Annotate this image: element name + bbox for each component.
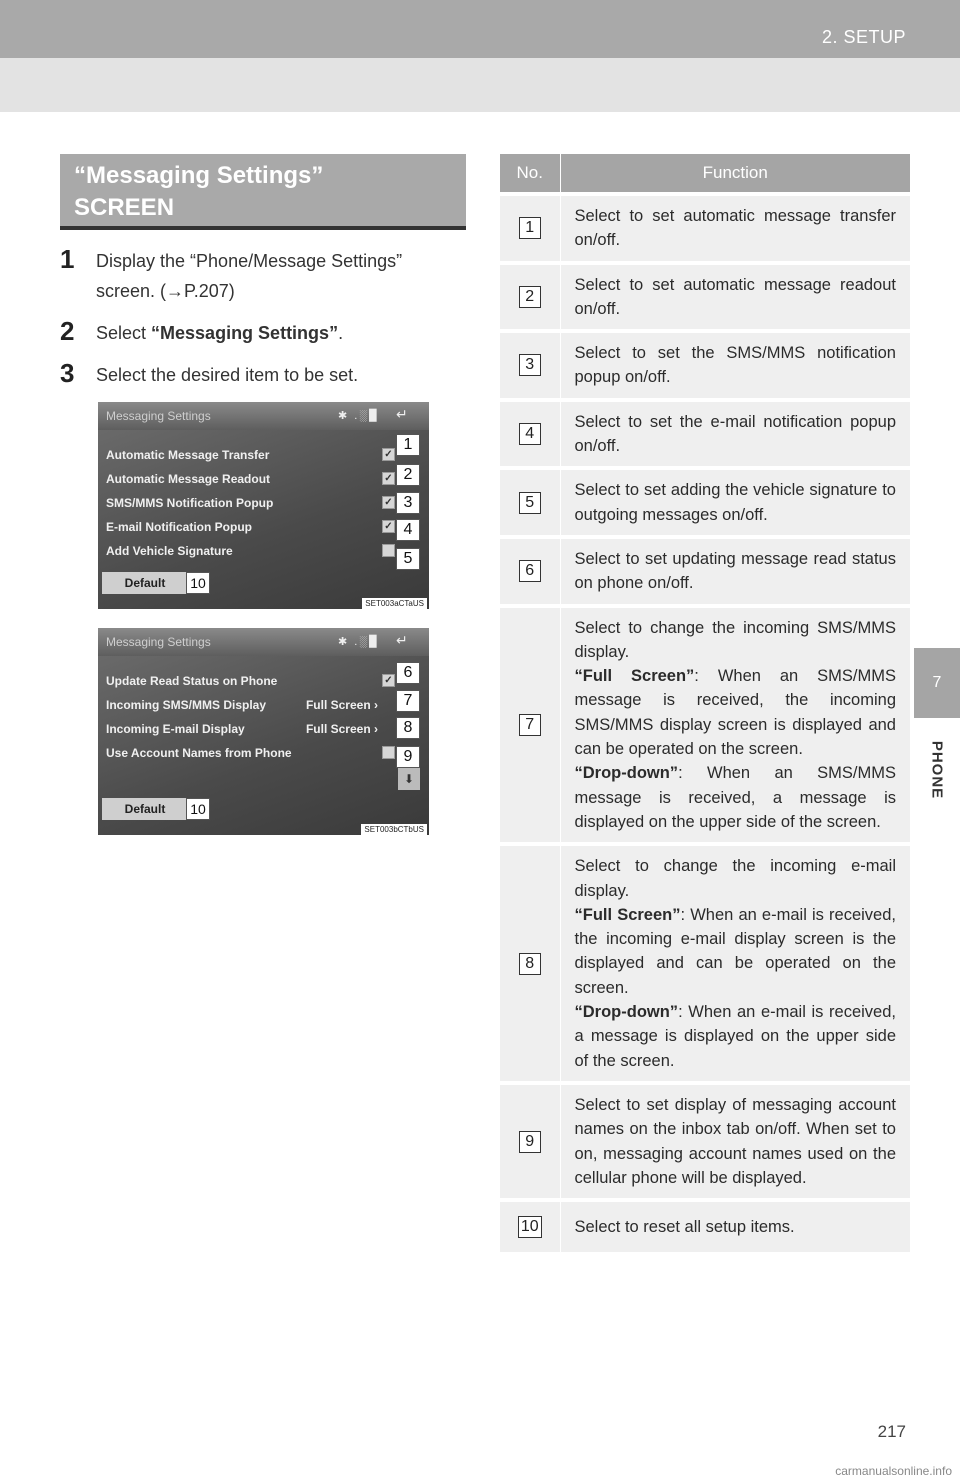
setting-label: Add Vehicle Signature: [106, 544, 233, 558]
number-box: 2: [519, 286, 541, 308]
setting-label: SMS/MMS Notification Popup: [106, 496, 274, 510]
function-cell: Select to set adding the vehicle signature to outgoing messages on/off.: [560, 468, 910, 537]
row-number-cell: [500, 537, 560, 606]
table-header-row: [500, 154, 910, 194]
section-title: 2. SETUP: [821, 27, 906, 47]
status-icons: ✱ .░▉: [338, 636, 380, 648]
option-label: “Drop-down”: [574, 764, 679, 783]
option-text: : When an e-mail is received, a message is displayed on the upper side of the screen.: [574, 1003, 896, 1070]
header-subband: [0, 58, 960, 112]
callout-badge: 5: [396, 548, 420, 570]
setting-row-email-popup[interactable]: [106, 516, 406, 538]
watermark: carmanualsonline.info: [835, 1464, 952, 1478]
option-label: “Full Screen”: [574, 667, 695, 686]
function-text: Select to change the incoming SMS/MMS display.: [574, 618, 896, 661]
checkbox[interactable]: [382, 746, 395, 759]
setting-label: Use Account Names from Phone: [106, 746, 292, 760]
checkbox[interactable]: ✓: [382, 496, 395, 509]
step-emphasis: “Messaging Settings”: [151, 323, 339, 343]
callout-badge: 8: [396, 717, 420, 739]
function-cell: Select to set the SMS/MMS notification popup on/off.: [560, 331, 910, 400]
back-icon[interactable]: ↵: [396, 406, 408, 422]
callout-badge: 9: [396, 746, 420, 768]
row-number-cell: [500, 844, 560, 1083]
table-row: [500, 1200, 910, 1252]
callout-badge: 10: [186, 572, 210, 594]
table-row: [500, 844, 910, 1083]
checkbox[interactable]: [382, 544, 395, 557]
row-number-cell: [500, 468, 560, 537]
setting-label: Automatic Message Transfer: [106, 448, 270, 462]
function-cell: Select to reset all setup items.: [560, 1200, 910, 1252]
option-label: “Full Screen”: [574, 905, 681, 924]
table-row: [500, 263, 910, 332]
option-text: : When an e-mail is received, the incoming e-mail display screen is the displayed and can be operated on the screen.: [574, 905, 896, 997]
column-header-no: No.: [500, 154, 560, 194]
function-text: Select to change the incoming e-mail display.: [574, 857, 896, 900]
number-box: 5: [519, 492, 541, 514]
number-box: 7: [519, 714, 541, 736]
step-text: Display the “Phone/Message Settings”: [96, 251, 403, 271]
callout-badge: 10: [186, 798, 210, 820]
column-header-function: Function: [560, 154, 910, 194]
table-row: [500, 1083, 910, 1200]
scroll-down-icon[interactable]: ⬇: [398, 768, 420, 790]
function-cell: Select to set automatic message transfer on/off.: [560, 194, 910, 263]
setting-label: Incoming SMS/MMS Display: [106, 698, 267, 712]
row-number-cell: [500, 606, 560, 845]
step-text: Select the desired item to be set.: [96, 365, 359, 385]
setting-row-auto-transfer[interactable]: [106, 444, 406, 466]
callout-badge: 2: [396, 464, 420, 486]
table-row: [500, 331, 910, 400]
setting-row-vehicle-signature[interactable]: [106, 540, 406, 562]
row-number-cell: [500, 331, 560, 400]
callout-badge: 1: [396, 434, 420, 456]
default-button[interactable]: Default: [102, 798, 188, 820]
function-cell: Select to set automatic message readout on/off.: [560, 263, 910, 332]
page-heading: [60, 154, 466, 230]
chapter-label: [918, 730, 956, 810]
back-icon[interactable]: ↵: [396, 632, 408, 648]
image-code: SET003bCTbUS: [361, 824, 427, 835]
row-number-cell: [500, 400, 560, 469]
function-cell: Select to set the e-mail notification popup on/off.: [560, 400, 910, 469]
option-text: : When an SMS/MMS message is received, a message is displayed on the upper side of the screen.: [574, 764, 896, 831]
header-band: [0, 0, 960, 58]
function-cell: [560, 844, 910, 1083]
row-number-cell: [500, 1200, 560, 1252]
screen-title: Messaging Settings: [106, 409, 211, 423]
page-number: 217: [877, 1422, 906, 1441]
option-label: “Drop-down”: [574, 1003, 679, 1022]
setting-row-update-read-status[interactable]: [106, 670, 406, 692]
function-table: [500, 154, 910, 1252]
callout-badge: 7: [396, 690, 420, 712]
number-box: 10: [518, 1216, 542, 1238]
function-cell: Select to set updating message read status on phone on/off.: [560, 537, 910, 606]
callout-badge: 6: [396, 662, 420, 684]
checkbox[interactable]: ✓: [382, 472, 395, 485]
callout-badge: 3: [396, 492, 420, 514]
screen-title: Messaging Settings: [106, 635, 211, 649]
row-number-cell: [500, 194, 560, 263]
setting-value: Full Screen ›: [305, 698, 378, 712]
setting-row-email-display[interactable]: [106, 718, 406, 740]
checkbox[interactable]: ✓: [382, 674, 395, 687]
option-text: : When an SMS/MMS message is received, the incoming SMS/MMS display screen is displayed and can be operated on the screen.: [574, 667, 896, 759]
number-box: 1: [519, 217, 541, 239]
setting-row-sms-popup[interactable]: [106, 492, 406, 514]
step-3: [60, 360, 470, 390]
image-code: SET003aCTaUS: [362, 598, 427, 609]
default-button[interactable]: Default: [102, 572, 188, 594]
step-number: 3: [60, 358, 75, 388]
setting-row-sms-display[interactable]: [106, 694, 406, 716]
table-row: [500, 400, 910, 469]
step-number: 1: [60, 244, 75, 274]
screenshot-messaging-settings-2: [98, 628, 429, 835]
step-text: Select: [96, 323, 152, 343]
table-row: [500, 606, 910, 845]
number-box: 9: [519, 1131, 541, 1153]
step-text: screen. (→P.207): [96, 281, 235, 301]
setting-row-account-names[interactable]: [106, 742, 406, 764]
setting-label: E-mail Notification Popup: [106, 520, 252, 534]
function-cell: [560, 606, 910, 845]
setting-value: Full Screen ›: [305, 722, 378, 736]
step-2: [60, 318, 470, 348]
number-box: 3: [519, 354, 541, 376]
step-1: [60, 246, 470, 306]
number-box: 4: [519, 423, 541, 445]
row-number-cell: [500, 263, 560, 332]
table-row: [500, 468, 910, 537]
step-text: .: [338, 323, 344, 343]
setting-row-auto-readout[interactable]: [106, 468, 406, 490]
table-row: [500, 537, 910, 606]
row-number-cell: [500, 1083, 560, 1200]
heading-line1: “Messaging Settings”: [74, 162, 324, 189]
number-box: 6: [519, 560, 541, 582]
setting-label: Update Read Status on Phone: [106, 674, 278, 688]
table-row: [500, 194, 910, 263]
setting-label: Incoming E-mail Display: [106, 722, 245, 736]
checkbox[interactable]: ✓: [382, 448, 395, 461]
chapter-label-text: PHONE: [928, 740, 946, 800]
number-box: 8: [519, 953, 541, 975]
status-icons: ✱ .░▉: [338, 410, 380, 422]
steps-list: [60, 246, 470, 402]
step-number: 2: [60, 316, 75, 346]
function-cell: Select to set display of messaging account names on the inbox tab on/off. When set to on, messaging account names used on the cellular phone will be displayed.: [560, 1083, 910, 1200]
callout-badge: 4: [396, 519, 420, 541]
chapter-tab[interactable]: 7: [914, 648, 960, 718]
screenshot-messaging-settings-1: [98, 402, 429, 609]
setting-label: Automatic Message Readout: [106, 472, 271, 486]
checkbox[interactable]: ✓: [382, 520, 395, 533]
heading-line2: SCREEN: [74, 194, 175, 221]
